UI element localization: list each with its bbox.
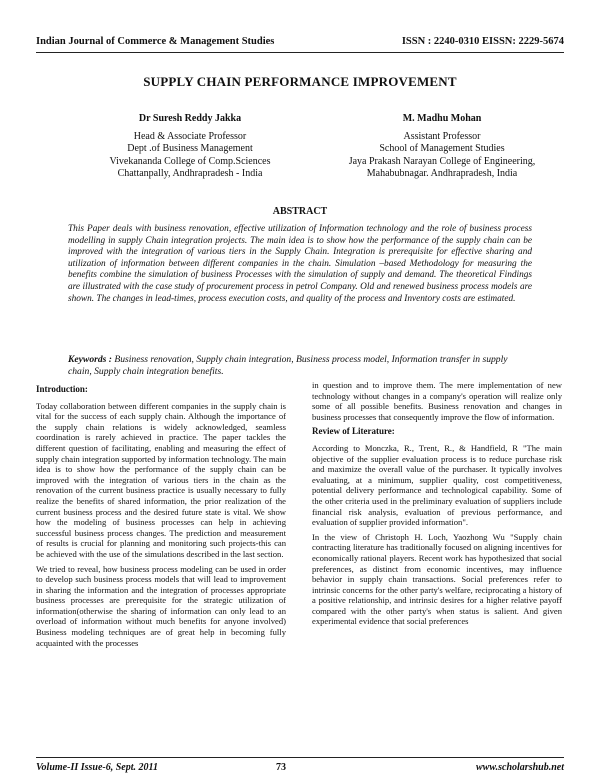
introduction-heading: Introduction: xyxy=(36,384,88,394)
journal-name: Indian Journal of Commerce & Management Studies xyxy=(36,36,275,47)
left-column xyxy=(36,380,286,652)
body-paragraph: in question and to improve them. The mere implementation of new technology without changes in a company's operation will realize only some of all possible benefits. Business renovation and changes in business processes that consequently improve the flow of information. xyxy=(312,380,562,422)
keywords xyxy=(68,354,532,378)
author-affiliation-line: Head & Associate Professor xyxy=(133,131,247,143)
author-affiliation-line: Vivekananda College of Comp.Sciences xyxy=(109,155,271,167)
footer-rule xyxy=(36,757,564,758)
volume-info: Volume-II Issue-6, Sept. 2011 xyxy=(36,762,158,773)
paper-title: SUPPLY CHAIN PERFORMANCE IMPROVEMENT xyxy=(143,74,457,89)
author-affiliation-line: Chattanpally, Andhrapradesh - India xyxy=(117,167,263,179)
header-rule xyxy=(36,52,564,53)
right-column xyxy=(312,380,562,631)
body-paragraph: In the view of Christoph H. Loch, Yaozhong Wu "Supply chain contracting literature has traditionally focused on aligning incentives for economically rational players. Recent work has hypothesized that social preferences, as distinct from economic incentives, may influence behavior in supply chain transactions. Social preferences refer to intrinsic concerns for the other party's welfare, reciprocating a history of a positive relationship, and intrinsic desires for a higher relative payoff compared with the other party's when status is salient. And given experimental evidence that social preferences xyxy=(312,531,562,627)
keywords-label: Keywords : xyxy=(68,354,112,365)
page-number: 73 xyxy=(276,762,286,773)
author-affiliation-line: Assistant Professor xyxy=(403,131,481,143)
author-name: M. Madhu Mohan xyxy=(402,113,482,124)
running-footer xyxy=(36,762,564,773)
review-heading: Review of Literature: xyxy=(312,426,395,437)
body-paragraph: We tried to reveal, how business process modeling can be used in order to develop such business process models that will lead to improvement in sharing the information and the integration of processes appropriate business processes are prerequisite for the strategic utilization of information(otherwise the sharing of information can only lead to an overload of information without much benefits for anyone involved) Business modeling techniques are of great help in becoming fully acquainted with the processes xyxy=(36,563,286,648)
author-affiliation-line: Mahabubnagar. Andhrapradesh, India xyxy=(366,167,518,179)
author-block-1 xyxy=(70,113,310,180)
keywords-text: Business renovation, Supply chain integration, Business process model, Information transfer in supply chain, Supply chain integration benefits. xyxy=(68,354,508,377)
author-affiliation-line: Jaya Prakash Narayan College of Engineering, xyxy=(348,155,536,167)
running-header xyxy=(36,36,564,47)
website-link[interactable]: www.scholarshub.net xyxy=(476,762,564,773)
abstract-text: This Paper deals with business renovation, effective utilization of Information technology and the role of business process modelling in supply Chain integration projects. The main idea is to show how the performance of the supply chain can be improved with the integration of various tiers in the Supply Chain. Integration is prerequisite for effective sharing and utilization of information between different companies in the chain. Simulation –based Methodology for measuring the benefits combine the simulation of business Processes with the simulation of supply and demand. The theoretical Findings are illustrated with the case study of procurement process in petrol Company. Old and renewed business process models are shown. The changes in lead-times, process execution costs, and quality of the process and Inventory costs are estimated. xyxy=(68,224,532,304)
body-paragraph: According to Monczka, R., Trent, R., & Handfield, R "The main objective of the supplier evaluation process is to reduce purchase risk and maximize the overall value of the purchaser. It typically involves evaluating, at a minimum, supplier quality, cost competitiveness, potential delivery performance and technological capability. Some of the other criteria used in the preliminary evaluation of suppliers include financial risk analysis, evaluation of previous performance, and evaluation of supplier provided information". xyxy=(312,442,562,528)
author-affiliation-line: Dept .of Business Management xyxy=(127,143,253,155)
author-block-2 xyxy=(322,113,562,180)
abstract-heading: ABSTRACT xyxy=(272,206,328,217)
author-name: Dr Suresh Reddy Jakka xyxy=(138,113,242,124)
author-affiliation-line: School of Management Studies xyxy=(379,143,505,155)
issn: ISSN : 2240-0310 EISSN: 2229-5674 xyxy=(401,36,564,47)
body-paragraph: Today collaboration between different companies in the supply chain is vital for the success of each supply chain. Although the importance of the supply chain relations is widely acknowledged, seamless coordination is rarely achieved in practice. The paper tackles the different question of facilitating, enabling and measuring the effect of supply chain integration supported by information technology. The main idea is to show how the performance of the supply chain can be improved with the integration of various tiers in the chain as the renovation of the current business practice is usually necessary to fully realize the benefits of shared information, the prior realization of the current business process and the desired future state is vital. We show how the modeling of business processes can help in achieving successful business process changes. The prediction and measurement of results is crucial for planning and monitoring such projects-this can be achieved with the use of the simulations described in the last section. xyxy=(36,400,286,559)
